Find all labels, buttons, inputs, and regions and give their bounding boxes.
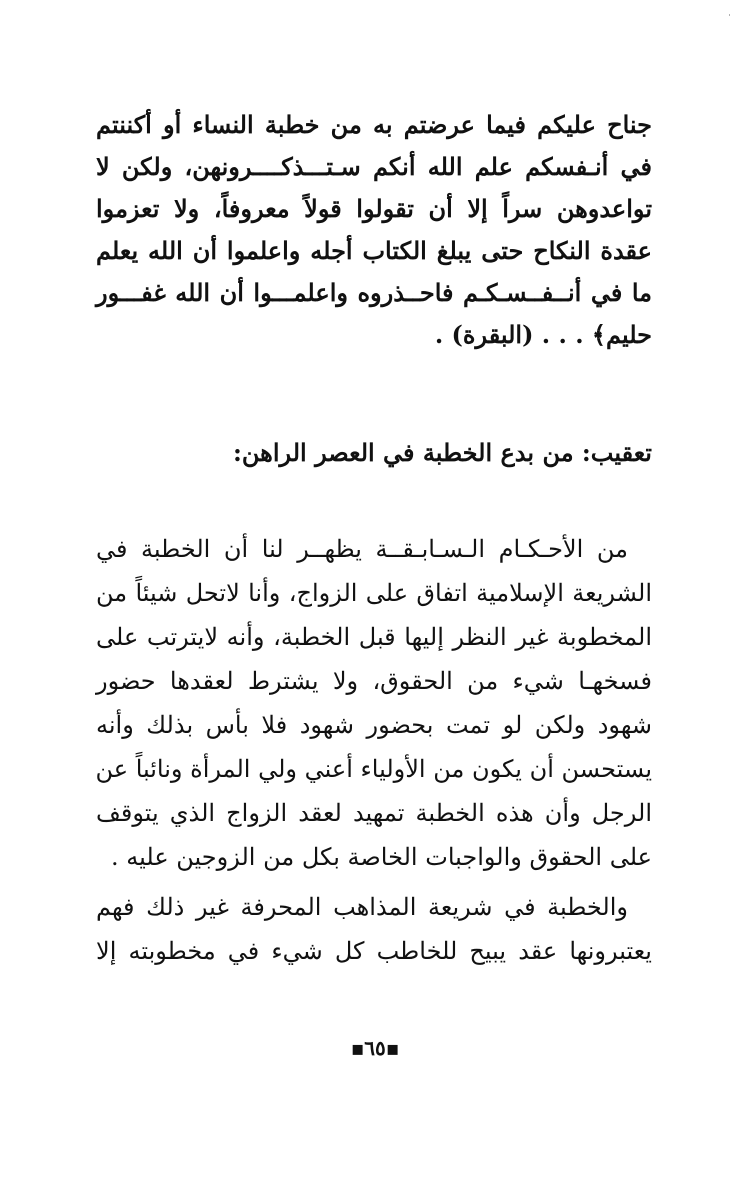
quote-line: حليم﴾ . . . (البقرة) . bbox=[434, 320, 652, 349]
corner-mark: ˙ bbox=[727, 14, 732, 25]
quote-line: في أنـفسكم علم الله أنكم سـتـــذكــــرونهن، ولكن لا bbox=[96, 152, 652, 181]
paragraph-line: المخطوبة غير النظر إليها قبل الخطبة، وأنه لايترتب على bbox=[96, 623, 652, 651]
paragraph-line: من الأحـكـام الـسـابـقــة يظهــر لنا أن الخطبة في bbox=[96, 535, 628, 563]
quote-line: تواعدوهن سراً إلا أن تقولوا قولاً معروفاً، ولا تعزموا bbox=[96, 194, 652, 223]
paragraph-line: يستحسن أن يكون من الأولياء أعني ولي المرأة ونائباً عن bbox=[95, 755, 652, 783]
paragraph-line: الشريعة الإسلامية اتفاق على الزواج، وأنا لاتحل شيئاً من bbox=[96, 579, 652, 607]
paragraph-line: فسخهـا شيء من الحقوق، ولا يشترط لعقدها حضور bbox=[96, 667, 652, 695]
paragraph-line: والخطبة في شريعة المذاهب المحرفة غير ذلك فهم bbox=[96, 893, 628, 921]
page-number: ▪٦٥▪ bbox=[350, 1036, 400, 1060]
paragraph-line: على الحقوق والواجبات الخاصة بكل من الزوجين عليه . bbox=[111, 843, 652, 871]
paragraph-2 bbox=[96, 885, 652, 973]
paragraph-line: يعتبرونها عقد يبيح للخاطب كل شيء في مخطوبته إلا bbox=[96, 937, 652, 965]
quran-quote-block bbox=[96, 104, 652, 356]
quote-line: جناح عليكم فيما عرضتم به من خطبة النساء أو أكننتم bbox=[96, 110, 652, 139]
section-heading: تعقيب: من بدع الخطبة في العصر الراهن: bbox=[233, 438, 652, 467]
paragraph-1 bbox=[96, 527, 652, 879]
quote-line: ما في أنــفــسـكـم فاحــذروه واعلمـــوا أن الله غفـــور bbox=[96, 278, 652, 307]
paragraph-line: شهود ولكن لو تمت بحضور شهود فلا بأس بذلك وأنه bbox=[96, 711, 652, 739]
quote-line: عقدة النكاح حتى يبلغ الكتاب أجله واعلموا أن الله يعلم bbox=[96, 236, 652, 265]
paragraph-line: الرجل وأن هذه الخطبة تمهيد لعقد الزواج الذي يتوقف bbox=[96, 799, 652, 827]
